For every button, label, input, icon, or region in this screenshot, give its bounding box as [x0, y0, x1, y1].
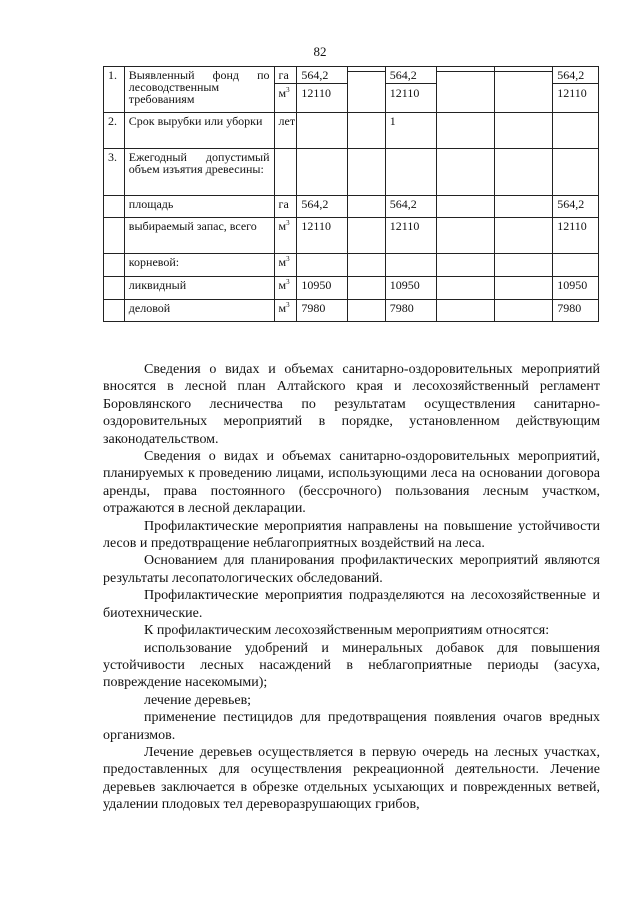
- value-cell: 10950: [385, 277, 436, 300]
- row-name: корневой:: [124, 254, 274, 277]
- value-cell: [348, 67, 385, 113]
- value-cell: [436, 113, 494, 149]
- row-number: [104, 254, 125, 277]
- value-cell: [297, 149, 348, 196]
- value-text: 564,2: [557, 68, 585, 82]
- row-number: [104, 300, 125, 322]
- value-cell: [494, 149, 552, 196]
- value-cell: [553, 149, 599, 196]
- value-cell: [385, 254, 436, 277]
- value-cell: [494, 196, 552, 218]
- value-cell: [348, 254, 385, 277]
- unit-label: $м^3$: [275, 83, 297, 99]
- page-number: 82: [313, 44, 327, 59]
- value-cell: [553, 254, 599, 277]
- row-number: 3.: [104, 149, 125, 196]
- row-name: деловой: [124, 300, 274, 322]
- value-cell: [436, 254, 494, 277]
- unit-cell: $м^3$: [274, 254, 297, 277]
- unit-cell: $м^3$: [274, 218, 297, 254]
- value-cell: 12110: [297, 218, 348, 254]
- paragraph: применение пестицидов для предотвращения появления очагов вредных организмов.: [103, 710, 600, 743]
- value-cell: [494, 113, 552, 149]
- value-cell: [348, 149, 385, 196]
- body-text: [103, 361, 600, 814]
- row-name: ликвидный: [124, 277, 274, 300]
- value-cell: [348, 218, 385, 254]
- table-row: [104, 67, 599, 113]
- superscript-3: 3: [286, 219, 290, 227]
- value-text: 564,2: [301, 68, 329, 82]
- value-cell: 10950: [553, 277, 599, 300]
- value-cell: [297, 254, 348, 277]
- paragraph: Сведения о видах и объемах санитарно-оздоровительных мероприятий, планируемых к проведению лицами, использующими леса на основании договора аренды, права постоянного (бессрочного) пользования лесным участком, отражаются в лесной декларации.: [103, 449, 600, 517]
- value-cell: [348, 300, 385, 322]
- value-cell: [385, 149, 436, 196]
- superscript-3: 3: [286, 301, 290, 309]
- table-row: [104, 300, 599, 322]
- value-text: 12110: [386, 83, 436, 99]
- value-cell: 7980: [553, 300, 599, 322]
- value-cell: [385, 67, 436, 113]
- value-cell: [494, 254, 552, 277]
- row-name: Ежегодный допустимый объем изъятия древесины:: [124, 149, 274, 196]
- unit-cell: [274, 149, 297, 196]
- value-cell: 12110: [385, 218, 436, 254]
- row-number: [104, 277, 125, 300]
- value-cell: [494, 67, 552, 113]
- value-cell: 564,2: [385, 196, 436, 218]
- value-cell: [436, 67, 494, 113]
- value-cell: [553, 113, 599, 149]
- value-cell: [436, 277, 494, 300]
- value-cell: 10950: [297, 277, 348, 300]
- value-cell: 1: [385, 113, 436, 149]
- value-cell: [436, 196, 494, 218]
- paragraph: Основанием для планирования профилактических мероприятий являются результаты лесопатологических обследований.: [103, 553, 600, 586]
- value-cell: [436, 300, 494, 322]
- value-cell: [348, 277, 385, 300]
- value-cell: [436, 218, 494, 254]
- unit-cell: [274, 67, 297, 113]
- superscript-3: 3: [286, 278, 290, 286]
- unit-cell: лет: [274, 113, 297, 149]
- unit-label: га: [278, 68, 289, 82]
- harvest-volume-table: [103, 66, 599, 322]
- paragraph: Профилактические мероприятия направлены на повышение устойчивости лесов и предотвращение неблагоприятных воздействий на леса.: [103, 518, 600, 552]
- value-cell: [494, 277, 552, 300]
- paragraph: использование удобрений и минеральных добавок для повышения устойчивости лесных насаждений в неблагоприятные периоды (засуха, повреждение насекомыми);: [103, 640, 600, 691]
- paragraph: Профилактические мероприятия подразделяются на лесохозяйственные и биотехнические.: [103, 588, 600, 621]
- value-cell: 12110: [553, 218, 599, 254]
- value-cell: [553, 67, 599, 113]
- row-number: 1.: [104, 67, 125, 113]
- paragraph: лечение деревьев;: [144, 692, 252, 708]
- value-text: 12110: [297, 83, 347, 99]
- value-cell: 7980: [297, 300, 348, 322]
- row-number: 2.: [104, 113, 125, 149]
- paragraph: Лечение деревьев осуществляется в первую очередь на лесных участках, предоставленных для осуществления рекреационной деятельности. Лечение деревьев заключается в обрезке отдельных усыхающих и поврежденных ветвей, удалении плодовых тел дереворазрушающих грибов,: [103, 744, 600, 813]
- value-text: 12110: [553, 83, 598, 99]
- superscript-3: 3: [286, 255, 290, 263]
- value-cell: 564,2: [553, 196, 599, 218]
- row-name: площадь: [124, 196, 274, 218]
- table-row: [104, 218, 599, 254]
- row-name: выбираемый запас, всего: [124, 218, 274, 254]
- superscript-3: 3: [286, 86, 290, 94]
- row-name: Выявленный фонд по лесоводственным требованиям: [124, 67, 274, 113]
- row-name: Срок вырубки или уборки: [124, 113, 274, 149]
- paragraph: Сведения о видах и объемах санитарно-оздоровительных мероприятий вносятся в лесной план Алтайского края и лесохозяйственный регламент Боровлянского лесничества по результатам осуществления санитарно-оздоровительных мероприятий в порядке, установленном действующим законодательством.: [103, 362, 600, 447]
- table-row: [104, 149, 599, 196]
- value-text: [437, 71, 494, 75]
- table-row: [104, 113, 599, 149]
- value-cell: 7980: [385, 300, 436, 322]
- value-cell: [494, 300, 552, 322]
- value-cell: [297, 113, 348, 149]
- value-text: [348, 71, 384, 75]
- value-cell: [436, 149, 494, 196]
- row-number: [104, 196, 125, 218]
- unit-cell: $м^3$: [274, 300, 297, 322]
- row-number: [104, 218, 125, 254]
- value-cell: 564,2: [297, 196, 348, 218]
- value-cell: [348, 113, 385, 149]
- unit-cell: $м^3$: [274, 277, 297, 300]
- value-cell: [494, 218, 552, 254]
- value-cell: [348, 196, 385, 218]
- value-text: [495, 71, 552, 75]
- table-row: [104, 254, 599, 277]
- unit-cell: га: [274, 196, 297, 218]
- value-cell: [297, 67, 348, 113]
- paragraph: К профилактическим лесохозяйственным мероприятиям относятся:: [144, 623, 550, 639]
- table-row: [104, 277, 599, 300]
- table-row: [104, 196, 599, 218]
- value-text: 564,2: [389, 68, 417, 82]
